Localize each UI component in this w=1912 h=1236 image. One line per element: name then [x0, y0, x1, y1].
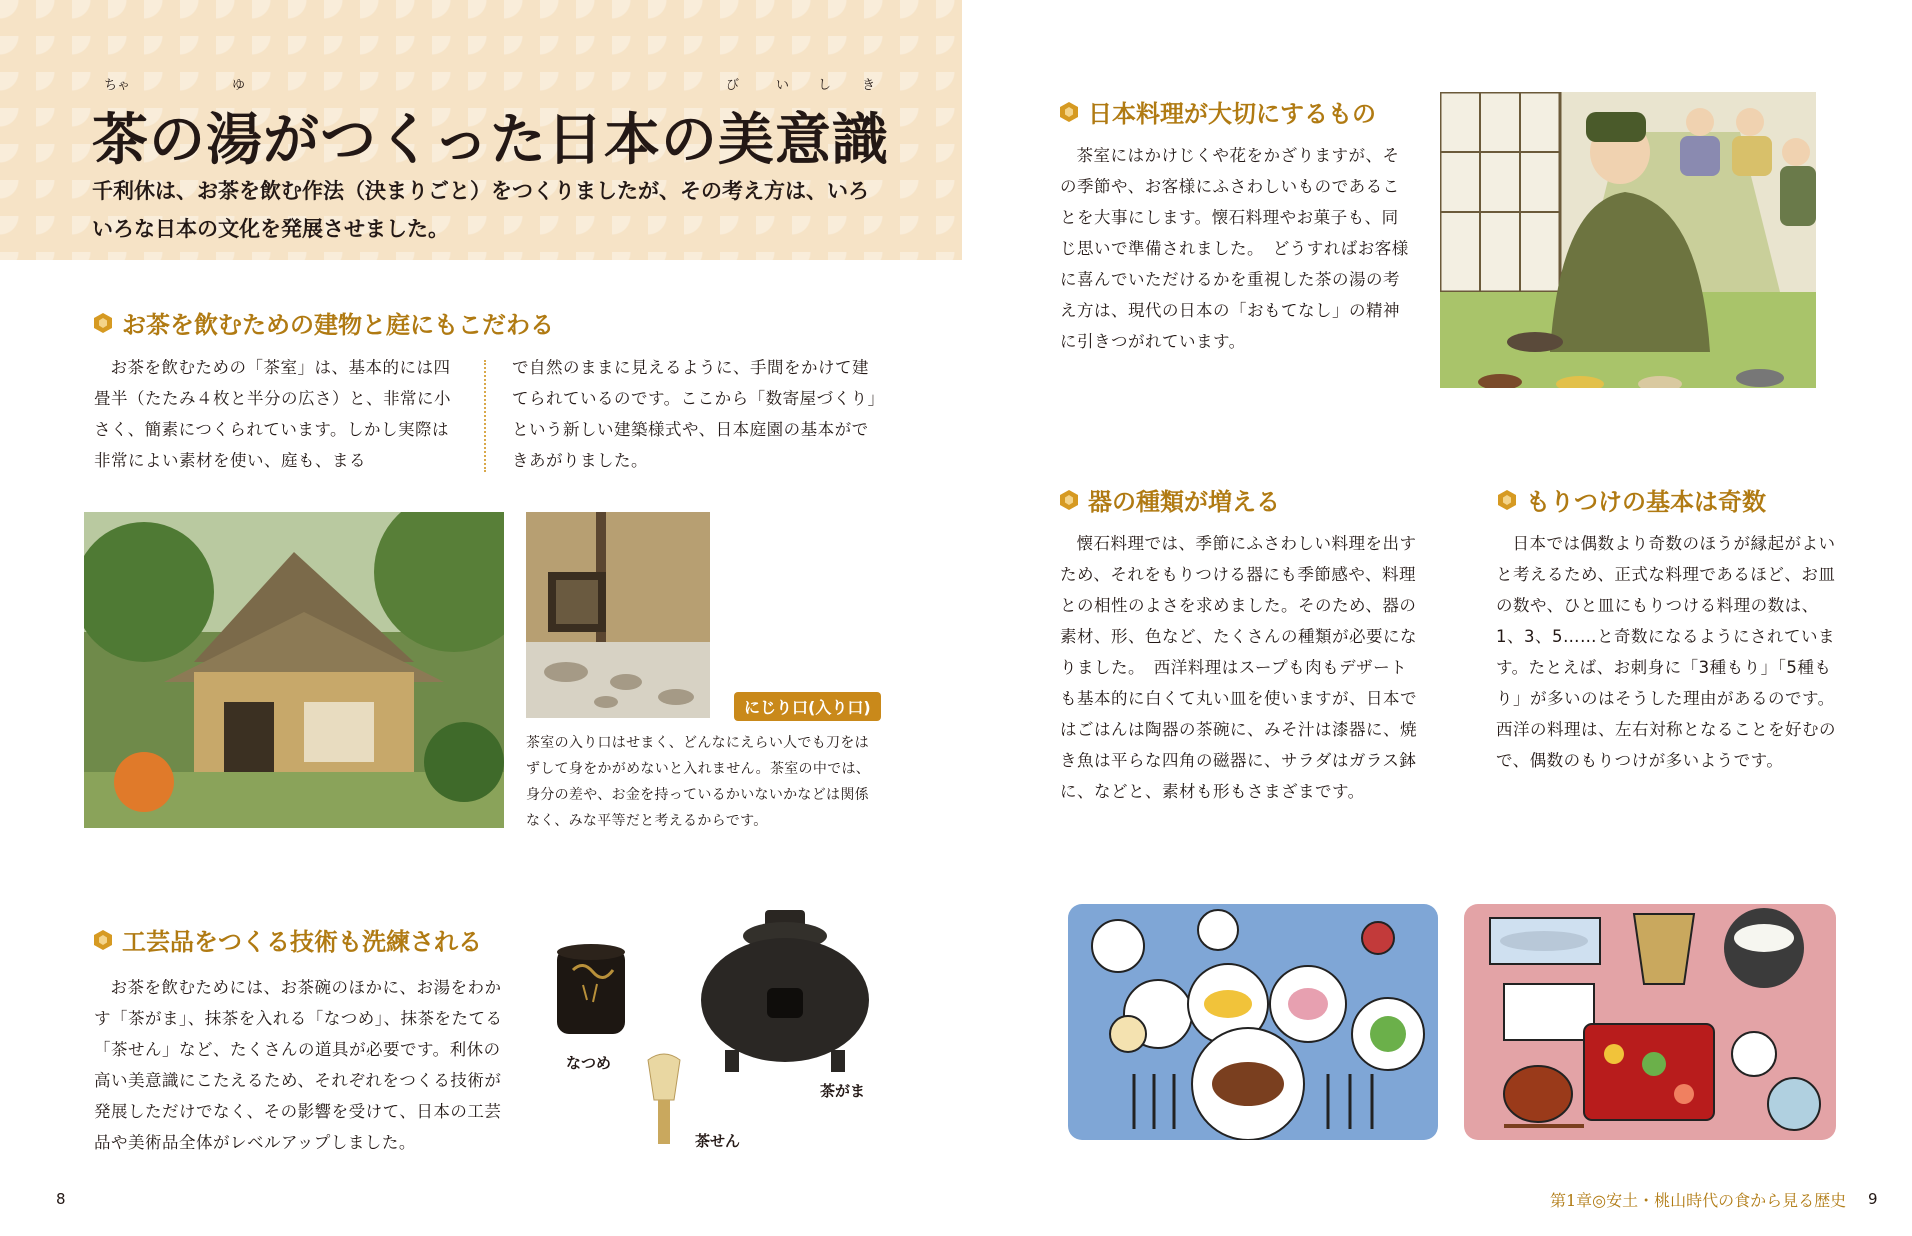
chasen-label: 茶せん: [695, 1132, 741, 1150]
ruby: ちゃ: [104, 78, 131, 93]
section1-col1: お茶を飲むための「茶室」は、基本的には四畳半（たたみ４枚と半分の広さ）と、非常に小さく、簡素につくられています。しかし実際は非常によい素材を使い、庭も、まる: [94, 358, 451, 470]
ruby: き: [862, 78, 876, 93]
chasen-image: [642, 1050, 686, 1146]
page-number-left: 8: [56, 1190, 66, 1208]
ruby: び: [726, 78, 740, 93]
section-heading-text: もりつけの基本は奇数: [1526, 487, 1766, 516]
section-heading-text: 工芸品をつくる技術も洗練される: [122, 927, 482, 956]
ruby: ゆ: [232, 78, 246, 93]
section-heading-text: お茶を飲むための建物と庭にもこだわる: [122, 310, 554, 339]
column-divider: [484, 360, 486, 472]
section-heading-washoku: [1058, 94, 1376, 129]
section-heading-utsuwa: [1058, 482, 1280, 517]
page-title: 茶の湯がつくった日本の美意識: [92, 107, 889, 173]
section-heading-text: 日本料理が大切にするもの: [1088, 99, 1376, 128]
natsume-image: [553, 940, 629, 1040]
section1-col2: で自然のままに見えるように、手間をかけて建てられているのです。ここから「数寄屋づくり」という新しい建築様式や、日本庭園の基本ができあがりました。: [512, 358, 877, 470]
lead-text: 千利休は、お茶を飲む作法（決まりごと）をつくりましたが、その考え方は、いろいろな日本の文化を発展させました。: [92, 179, 869, 241]
nijiriguchi-caption: 茶室の入り口はせまく、どんなにえらい人でも刀をはずして身をかがめないと入れません。茶室の中では、身分の差や、お金を持っているかいないかなどは関係なく、みな平等だと考えるからです。: [526, 735, 871, 829]
chagama-image: [695, 900, 875, 1076]
tea-ceremony-illustration: [1440, 92, 1816, 388]
japanese-table-illustration: [1464, 904, 1836, 1140]
chagama-label: 茶がま: [820, 1082, 866, 1100]
moritsuke-body: 日本では偶数より奇数のほうが縁起がよいと考えるため、正式な料理であるほど、お皿の数や、ひと皿にもりつける料理の数は、1、3、5……と奇数になるようにされています。たとえば、お刺身に「3種もり」「5種もり」が多いのはそうした理由があるのです。 西洋の料理は、左右対称となることを好むので、偶数のもりつけが多いようです。: [1496, 534, 1844, 770]
teahouse-photo: [84, 512, 504, 828]
hexagon-icon: [1496, 489, 1518, 511]
section2-body: お茶を飲むためには、お茶碗のほかに、お湯をわかす「茶がま」、抹茶を入れる「なつめ」、抹茶をたてる「茶せん」など、たくさんの道具が必要です。利休の高い美意識にこたえるため、それぞれをつくる技術が発展しただけでなく、その影響を受けて、日本の工芸品や美術品全体がレベルアップしました。: [94, 978, 503, 1152]
nijiriguchi-tag: にじり口(入り口): [734, 692, 881, 721]
hexagon-icon: [92, 929, 114, 951]
ruby: い: [776, 78, 790, 93]
section-heading-text: 器の種類が増える: [1088, 487, 1280, 516]
utsuwa-body: 懐石料理では、季節にふさわしい料理を出すため、それをもりつける器にも季節感や、料理との相性のよさを求めました。そのため、器の素材、形、色など、たくさんの種類が必要になりました。 西洋料理はスープも肉もデザートも基本的に白くて丸い皿を使いますが、日本ではごはんは陶器の茶碗に、みそ汁は漆器に、焼き魚は平らな四角の磁器に、サラダはガラス鉢に、などと、素材も形もさまざまです。: [1060, 534, 1417, 801]
section-heading-building: [92, 305, 554, 340]
page-number-right: 9: [1868, 1190, 1878, 1208]
section-heading-moritsuke: [1496, 482, 1766, 517]
nijiriguchi-photo: [526, 512, 710, 718]
natsume-label: なつめ: [566, 1054, 612, 1072]
hexagon-icon: [1058, 101, 1080, 123]
hexagon-icon: [1058, 489, 1080, 511]
hexagon-icon: [92, 312, 114, 334]
ruby: し: [818, 78, 832, 93]
western-table-illustration: [1068, 904, 1438, 1140]
chapter-footer: 第1章◎安土・桃山時代の食から見る歴史: [1550, 1191, 1847, 1210]
section-heading-craft: [92, 922, 482, 957]
washoku-body: 茶室にはかけじくや花をかざりますが、その季節や、お客様にふさわしいものであることを大事にします。懐石料理やお菓子も、同じ思いで準備されました。 どうすればお客様に喜んでいただけるかを重視した茶の湯の考え方は、現代の日本の「おもてなし」の精神に引きつがれています。: [1060, 146, 1409, 351]
title-ruby: [0, 74, 960, 93]
